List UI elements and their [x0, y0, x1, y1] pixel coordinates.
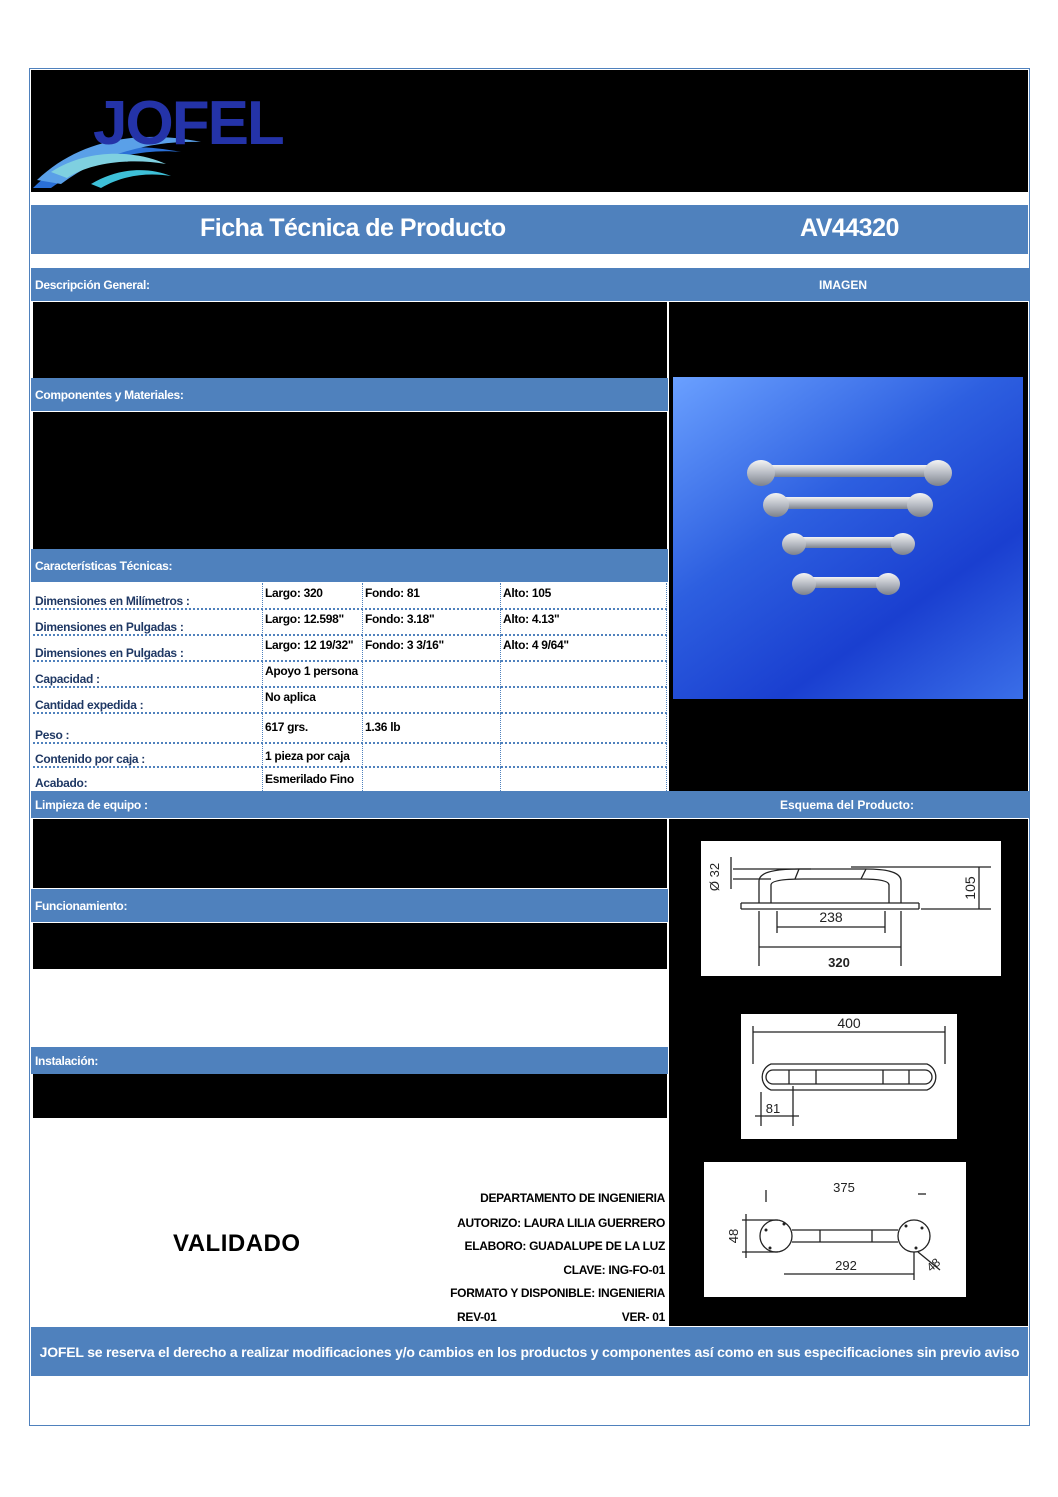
footer-notice-band [31, 1327, 1028, 1376]
spec-value [363, 743, 501, 767]
spec-value [363, 687, 501, 713]
spec-label: Dimensiones en Pulgadas : [35, 646, 184, 660]
spec-value: 617 grs. [262, 713, 363, 743]
spec-row [33, 661, 667, 687]
dim-inner: 238 [819, 909, 843, 925]
row-divider [33, 660, 667, 662]
spec-value: Fondo: 3.18" [363, 609, 501, 635]
dim-top-length: 400 [837, 1015, 861, 1031]
descripcion-content [33, 302, 667, 378]
plate-view-drawing [704, 1162, 966, 1297]
formato: FORMATO Y DISPONIBLE: INGENIERIA [450, 1286, 665, 1300]
spec-value [363, 767, 501, 791]
section-caracteristicas: Características Técnicas: [31, 549, 668, 582]
spec-value [501, 713, 667, 743]
spec-row [33, 713, 667, 743]
logo-text: JOFEL [93, 89, 283, 158]
elaboro: ELABORO: GUADALUPE DE LA LUZ [464, 1239, 665, 1253]
page-title: Ficha Técnica de Producto [200, 214, 506, 242]
spec-row [33, 767, 667, 791]
validado-stamp: VALIDADO [173, 1230, 301, 1257]
logo [31, 80, 301, 190]
section-limpieza: Limpieza de equipo : [31, 791, 668, 818]
section-esquema: Esquema del Producto: [779, 797, 915, 812]
spec-value: Largo: 12 19/32" [262, 635, 363, 661]
row-divider [33, 634, 667, 636]
section-funcionamiento: Funcionamiento: [31, 889, 668, 922]
spec-value: 1 pieza por caja [262, 743, 363, 767]
spec-label: Acabado: [35, 776, 88, 790]
jofel-logo [31, 80, 301, 190]
schematic-side [701, 841, 1001, 976]
footer-notice: JOFEL se reserva el derecho a realizar modificaciones y/o cambios en los productos y componentes así como en sus especificaciones sin previo aviso [39, 1343, 1020, 1360]
componentes-content [33, 412, 667, 549]
spec-value: Largo: 12.598" [262, 609, 363, 635]
spec-value [501, 661, 667, 687]
row-divider [33, 686, 667, 688]
department: DEPARTAMENTO DE INGENIERIA [480, 1191, 665, 1205]
revision: REV-01 [457, 1310, 497, 1324]
row-divider [33, 766, 667, 768]
limpieza-content [33, 819, 667, 888]
schematic-plate [704, 1162, 966, 1297]
spec-row [33, 687, 667, 713]
spec-label: Dimensiones en Milímetros : [35, 594, 190, 608]
dim-height: 105 [962, 876, 978, 900]
section-imagen: IMAGEN [819, 277, 867, 292]
clave: CLAVE: ING-FO-01 [563, 1263, 665, 1277]
autorizo: AUTORIZO: LAURA LILIA GUERRERO [457, 1216, 665, 1230]
spec-label: Peso : [35, 728, 70, 742]
row-divider [33, 712, 667, 714]
spec-value [501, 687, 667, 713]
spec-value: Fondo: 3 3/16" [363, 635, 501, 661]
spec-row [33, 635, 667, 661]
instalacion-content [33, 1074, 667, 1118]
spec-value: Alto: 4 9/64" [501, 635, 667, 661]
spec-value: Alto: 4.13" [501, 609, 667, 635]
section-instalacion: Instalación: [31, 1047, 668, 1074]
product-photo [673, 377, 1023, 699]
grab-bars-photo [673, 377, 1023, 699]
dim-top-depth: 81 [765, 1101, 781, 1116]
spec-label: Contenido por caja : [35, 752, 146, 766]
schematic-top [741, 1014, 957, 1139]
spec-value [501, 767, 667, 791]
spec-value: Largo: 320 [262, 583, 363, 609]
spec-value: Esmerilado Fino [262, 767, 363, 791]
row-divider [33, 608, 667, 610]
spec-value [363, 661, 501, 687]
spec-value: Alto: 105 [501, 583, 667, 609]
product-code: AV44320 [800, 214, 899, 242]
spec-label: Cantidad expedida : [35, 698, 144, 712]
spec-value: Fondo: 81 [363, 583, 501, 609]
spec-value: No aplica [262, 687, 363, 713]
dim-plate-diameter: 48 [923, 1255, 944, 1275]
dim-diameter: Ø 32 [707, 862, 722, 892]
side-view-drawing [701, 841, 1001, 976]
section-descripcion: Descripción General: [31, 268, 668, 301]
top-view-drawing [741, 1014, 957, 1139]
spec-row [33, 609, 667, 635]
imagen-band [668, 268, 1030, 301]
spec-value: 1.36 lb [363, 713, 501, 743]
dim-plate-inner: 292 [835, 1258, 857, 1273]
dim-plate-height: 48 [726, 1228, 741, 1244]
spec-row [33, 743, 667, 767]
funcionamiento-content [33, 923, 667, 969]
section-componentes: Componentes y Materiales: [31, 378, 668, 411]
spec-row [33, 583, 667, 609]
spec-table [33, 583, 667, 791]
dim-length: 320 [828, 955, 850, 970]
esquema-band [668, 791, 1030, 818]
spec-value: Apoyo 1 persona [262, 661, 363, 687]
spec-label: Capacidad : [35, 672, 100, 686]
version: VER- 01 [621, 1310, 665, 1324]
spec-label: Dimensiones en Pulgadas : [35, 620, 184, 634]
spec-value [501, 743, 667, 767]
row-divider [33, 742, 667, 744]
dim-span: 375 [833, 1180, 855, 1195]
